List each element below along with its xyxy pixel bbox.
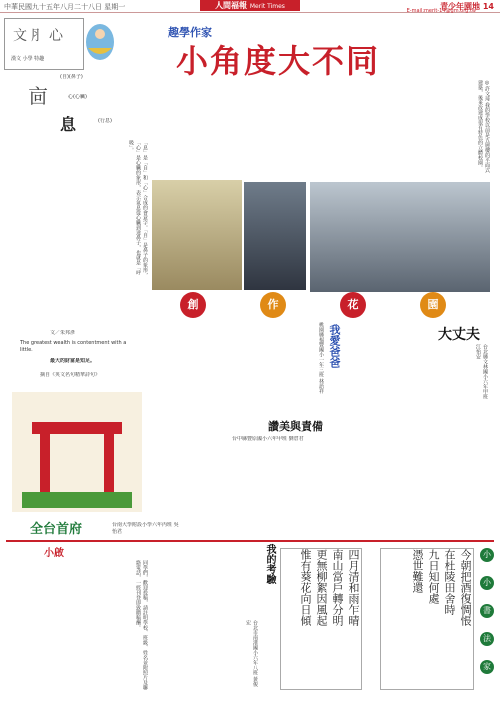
char-body: 「息」是「自」和「心」合成的會意字。「自」是鼻子的象形，「心」是心臟的象形，表示氣息從心臟到達鼻子，也就是「呼吸」。	[128, 140, 148, 278]
poem-two-line-2: 在杜陵田舍時	[443, 549, 456, 615]
side-tabs	[480, 548, 496, 688]
char-main: 息	[60, 115, 77, 134]
praise-title: 讚美與責備	[268, 420, 323, 433]
father-byline: 桃園縣福豐國小一年三班 林語祥	[318, 322, 324, 394]
side-tab-5: 家	[480, 660, 494, 674]
first-school-title: 全台首府	[30, 522, 83, 537]
section-name: 青少年園地	[440, 2, 481, 11]
label-circle-2: 作	[260, 292, 286, 318]
notice-title: 小啟	[44, 548, 64, 559]
poem-two-line-1: 今朝把酒復惆悵	[459, 549, 472, 626]
poem-one	[280, 548, 362, 690]
char-top-label: (自)(鼻子)	[60, 74, 83, 80]
photo-labels	[180, 292, 470, 320]
husband-title: 大丈夫	[438, 327, 480, 343]
quote-en: The greatest wealth is contentment with a little.	[20, 340, 127, 353]
page-number: 14	[482, 2, 494, 11]
label-circle-3: 花	[340, 292, 366, 318]
gate-illustration	[12, 392, 142, 512]
praise-byline: 台中縣豐原國小六年甲班 劉倉君	[232, 436, 304, 442]
side-tab-2: 小	[480, 576, 494, 590]
char-sub-label: 心(心臟)	[68, 94, 87, 100]
fairy-illustration	[82, 20, 118, 65]
poem-one-line-3: 更無柳絮因風起	[315, 549, 328, 626]
page-header	[0, 0, 500, 13]
issue-date: 中華民國九十五年八月二十八日 星期一	[4, 3, 126, 11]
logo-glyphs: 文⺼心	[13, 28, 67, 44]
poem-two-line-3: 九日知何處	[427, 549, 440, 604]
photo-creative	[152, 180, 242, 290]
poem-two-line-4: 憑世難還	[411, 549, 424, 593]
section-divider	[6, 540, 494, 542]
notice-body: 同學們，歡迎投稿，請註明學校、班級、姓名並附照片及聯絡電話，一經刊登即致贈稿酬。	[135, 560, 148, 690]
logo-box	[4, 18, 84, 70]
exam-byline: 台北市南港國小六年八班 黃俊宏	[245, 620, 258, 687]
char-glyph: 㐭	[28, 84, 48, 108]
quote-zh: 最大的財富是知足。	[50, 358, 96, 364]
label-circle-4: 園	[420, 292, 446, 318]
main-article-byline: ◎許文琦	[484, 80, 490, 101]
logo-caption: 漢文 小學 特趣	[11, 56, 45, 62]
photo-building	[310, 182, 490, 292]
husband-byline: 台北縣文林國小六年甲班 江怡安	[475, 344, 488, 399]
poem-two	[380, 548, 474, 690]
quote-note: 摘自《英文名句精華詩句》	[40, 372, 101, 378]
quote-author: 文／朱邦彥	[50, 330, 76, 336]
masthead-name: 人間福報	[215, 1, 248, 10]
label-circle-1: 創	[180, 292, 206, 318]
main-article	[150, 80, 490, 176]
side-tab-3: 書	[480, 604, 494, 618]
main-article-body: 我的學校以前是五層樓的平面式建築，後來改建成很有特色的立體校園。	[477, 80, 490, 173]
char-tag: (行息)	[98, 118, 112, 124]
poem-one-line-4: 惟有葵花向日傾	[299, 549, 312, 626]
first-school-caption: 台南大學附設小學六年丙班 吳怡君	[112, 522, 179, 535]
title-kicker: 趣學作家	[168, 26, 212, 39]
masthead-en: Merit Times	[249, 3, 285, 10]
poem-one-line-2: 南山當戶轉分明	[331, 549, 344, 626]
photo-garden	[244, 182, 306, 290]
quote-box	[10, 330, 145, 386]
exam-title: 我的考驗	[264, 544, 275, 584]
contact-email: E-mail:merit-14@gm.org.tw	[406, 8, 476, 14]
side-tab-4: 法	[480, 632, 494, 646]
page-title: 小角度大不同	[176, 42, 381, 80]
side-tab-1: 小	[480, 548, 494, 562]
masthead	[200, 0, 300, 11]
father-title: 我愛爸爸	[328, 324, 341, 368]
poem-one-line-1: 四月清和雨乍晴	[347, 549, 360, 626]
